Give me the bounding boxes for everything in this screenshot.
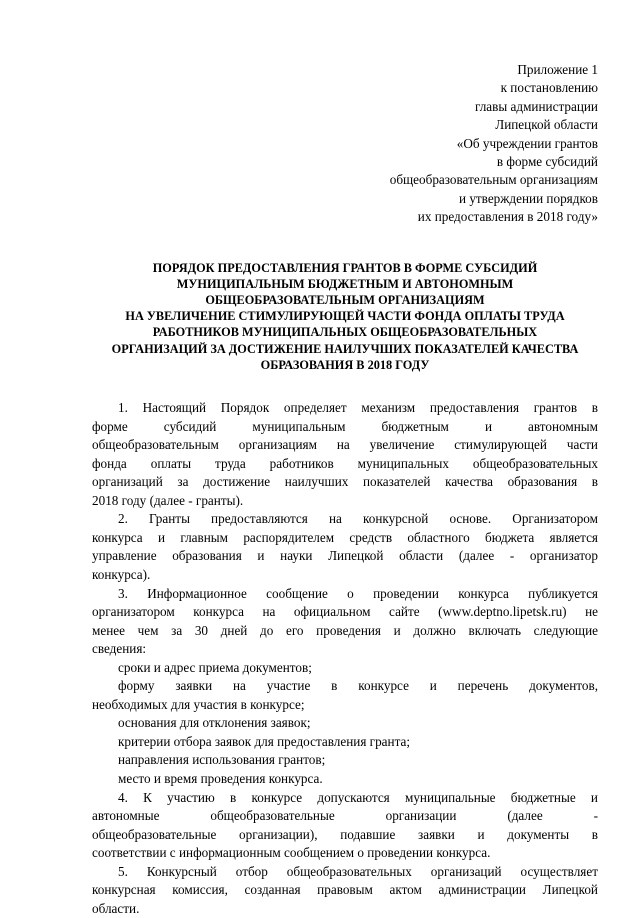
title-line: ПОРЯДОК ПРЕДОСТАВЛЕНИЯ ГРАНТОВ В ФОРМЕ СУБСИДИЙ — [152, 260, 538, 275]
title-line: РАБОТНИКОВ МУНИЦИПАЛЬНЫХ ОБЩЕОБРАЗОВАТЕЛЬНЫХ — [152, 325, 538, 340]
body-line: конкурса и главным распорядителем средств областного бюджета является — [92, 529, 598, 545]
title-line: МУНИЦИПАЛЬНЫМ БЮДЖЕТНЫМ И АВТОНОМНЫМ — [176, 276, 514, 291]
body-line: необходимых для участия в конкурсе; — [92, 696, 305, 712]
body-line: сведения: — [92, 641, 147, 657]
body-line: 2. Гранты предоставляются на конкурсной основе. Организатором — [118, 511, 598, 527]
body-line: управление образования и науки Липецкой области (далее - организатор — [92, 548, 598, 564]
body-line: форме субсидий муниципальным бюджетным и автономным — [92, 418, 598, 434]
document-title — [92, 260, 598, 373]
body-line: общеобразовательным организациям на увеличение стимулирующей части — [92, 437, 598, 453]
appendix-line: главы администрации — [474, 98, 598, 114]
list-item: место и время проведения конкурса. — [118, 771, 323, 787]
title-line: ОРГАНИЗАЦИЙ ЗА ДОСТИЖЕНИЕ НАИЛУЧШИХ ПОКАЗАТЕЛЕЙ КАЧЕСТВА — [111, 341, 579, 356]
appendix-line: в форме субсидий — [496, 154, 598, 170]
appendix-header — [92, 61, 598, 227]
body-line: 1. Настоящий Порядок определяет механизм предоставления грантов в — [118, 400, 598, 416]
appendix-line: Приложение 1 — [517, 62, 598, 77]
body-line: менее чем за 30 дней до его проведения и должно включать следующие — [92, 622, 598, 638]
body-line: конкурсная комиссия, созданная правовым актом администрации Липецкой — [92, 882, 598, 898]
appendix-line: общеобразовательным организациям — [389, 172, 598, 188]
list-item: критерии отбора заявок для предоставления гранта; — [118, 733, 411, 749]
title-line: НА УВЕЛИЧЕНИЕ СТИМУЛИРУЮЩЕЙ ЧАСТИ ФОНДА ОПЛАТЫ ТРУДА — [125, 309, 565, 324]
document-body — [92, 399, 598, 918]
list-item: форму заявки на участие в конкурсе и перечень документов, — [118, 678, 598, 694]
appendix-line: Липецкой области — [495, 117, 598, 133]
list-item: основания для отклонения заявок; — [118, 715, 311, 731]
body-line: фонда оплаты труда работников муниципальных общеобразовательных — [92, 455, 598, 471]
body-line: 3. Информационное сообщение о проведении конкурса публикуется — [118, 585, 598, 601]
title-line: ОБЩЕОБРАЗОВАТЕЛЬНЫМ ОРГАНИЗАЦИЯМ — [205, 293, 485, 308]
body-line: 5. Конкурсный отбор общеобразовательных организаций осуществляет — [118, 863, 598, 879]
appendix-line: их предоставления в 2018 году» — [417, 209, 598, 225]
body-line: 2018 году (далее - гранты). — [92, 492, 244, 508]
title-line: ОБРАЗОВАНИЯ В 2018 ГОДУ — [260, 357, 430, 372]
appendix-line: «Об учреждении грантов — [456, 135, 598, 151]
body-line: автономные общеобразовательные организации (далее - — [92, 808, 598, 824]
list-item: сроки и адрес приема документов; — [118, 659, 312, 675]
body-line: организаций за достижение наилучших показателей качества образования в — [92, 474, 598, 490]
appendix-line: к постановлению — [500, 80, 598, 96]
list-item: направления использования грантов; — [118, 752, 326, 768]
body-line: конкурса). — [92, 567, 151, 582]
body-line: соответствии с информационным сообщением о проведении конкурса. — [92, 845, 491, 861]
body-line: организатором конкурса на официальном сайте (www.deptno.lipetsk.ru) не — [92, 604, 598, 620]
body-line: 4. К участию в конкурсе допускаются муниципальные бюджетные и — [118, 789, 598, 805]
body-line: общеобразовательные организации), подавшие заявки и документы в — [92, 826, 598, 842]
appendix-line: и утверждении порядков — [458, 190, 598, 206]
body-line: области. — [92, 900, 140, 916]
